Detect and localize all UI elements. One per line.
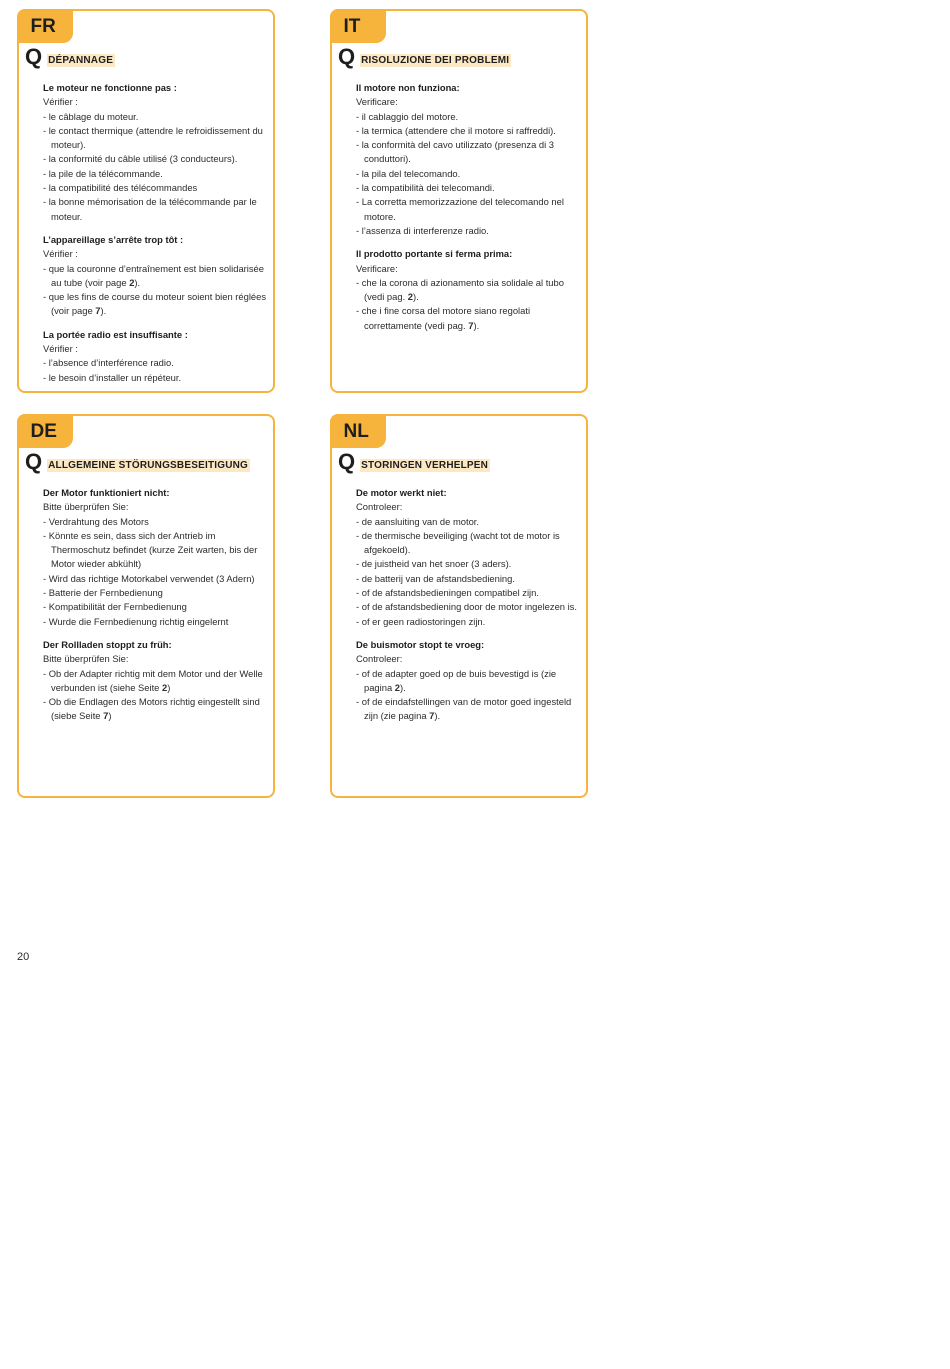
list-item: - la bonne mémorisation de la télécommande par le moteur. <box>43 196 257 222</box>
list-item <box>356 695 581 724</box>
item-text-end: ). <box>473 319 480 331</box>
list-item: - l’absence d’interférence radio. <box>43 357 174 369</box>
page-reference: 2 <box>394 681 400 693</box>
list-item: - le contact thermique (attendre le refroidissement du moteur). <box>43 124 263 151</box>
q-icon: Q <box>25 449 43 474</box>
list-item: - Wurde die Fernbedienung richtig eingelernt <box>43 615 229 627</box>
card-header <box>338 44 511 69</box>
list-item: - de thermische beveiliging (wacht tot de motor is afgekoeld). <box>356 529 560 556</box>
section-heading: Der Rollladen stoppt zu früh: <box>43 638 172 650</box>
list-item <box>356 667 581 696</box>
card-title: STORINGEN VERHELPEN <box>361 460 489 471</box>
card-title: RISOLUZIONE DEI PROBLEMI <box>361 55 510 66</box>
list-item <box>356 276 581 305</box>
item-text-end: ) <box>167 681 171 693</box>
list-item: - de batterij van de afstandsbediening. <box>356 572 515 584</box>
list-item: - la compatibilità dei telecomandi. <box>356 182 495 194</box>
item-text: - of de eindafstellingen van de motor goed ingesteld zijn (zie pagina <box>356 696 572 722</box>
section-intro: Vérifier : <box>43 248 78 260</box>
troubleshooting-section <box>43 638 268 724</box>
list-item: - la compatibilité des télécommandes <box>43 182 198 194</box>
troubleshooting-section <box>43 81 268 224</box>
card-header <box>338 449 490 474</box>
card-nl <box>330 414 588 798</box>
list-item: - of de afstandsbedieningen compatibel zijn. <box>356 587 539 599</box>
card-body <box>43 81 268 394</box>
list-item <box>356 304 581 333</box>
q-icon: Q <box>25 44 43 69</box>
troubleshooting-section <box>43 328 268 385</box>
list-item: - la pile de la télécommande. <box>43 167 163 179</box>
item-text-end: ). <box>413 291 419 303</box>
troubleshooting-section <box>356 247 581 333</box>
list-item: - la pila del telecomando. <box>356 167 461 179</box>
page-number: 20 <box>17 951 30 963</box>
item-text-end: ). <box>434 710 441 722</box>
list-item: - le besoin d’installer un répéteur. <box>43 371 182 383</box>
language-tab-fr: FR <box>17 9 73 43</box>
item-text: - che i fine corsa del motore siano regolati correttamente (vedi pag. <box>356 305 531 331</box>
list-item: - il cablaggio del motore. <box>356 110 459 122</box>
section-heading: De motor werkt niet: <box>356 487 447 498</box>
section-intro: Vérifier : <box>43 96 78 108</box>
troubleshooting-section <box>356 638 581 724</box>
item-text: - Ob die Endlagen des Motors richtig eingestellt sind (siebe Seite <box>43 696 260 722</box>
card-title: DÉPANNAGE <box>48 55 114 66</box>
language-tab-nl: NL <box>330 414 386 448</box>
page-reference: 2 <box>162 681 168 693</box>
card-de <box>17 414 275 798</box>
item-text: - que la couronne d’entraînement est bien solidarisée au tube (voir page <box>43 262 264 288</box>
language-tab-it: IT <box>330 9 386 43</box>
list-item: - de aansluiting van de motor. <box>356 515 479 527</box>
card-title: ALLGEMEINE STÖRUNGSBESEITIGUNG <box>48 460 249 471</box>
section-intro: Controleer: <box>356 653 403 665</box>
item-text-end: ). <box>134 276 141 288</box>
troubleshooting-section <box>356 81 581 238</box>
list-item <box>43 262 268 291</box>
item-text: - che la corona di azionamento sia solidale al tubo (vedi pag. <box>356 276 564 303</box>
troubleshooting-section <box>43 233 268 319</box>
language-tab-de: DE <box>17 414 73 448</box>
list-item: - Wird das richtige Motorkabel verwendet (3 Adern) <box>43 572 255 584</box>
page-reference: 2 <box>129 276 135 288</box>
troubleshooting-section <box>43 486 268 629</box>
section-intro: Controleer: <box>356 501 403 513</box>
card-header <box>25 44 115 69</box>
card-body <box>43 486 268 733</box>
section-intro: Bitte überprüfen Sie: <box>43 653 129 665</box>
page-reference: 7 <box>468 319 474 331</box>
item-text: - Ob der Adapter richtig mit dem Motor und der Welle verbunden ist (siehe Seite <box>43 667 263 693</box>
card-fr <box>17 9 275 393</box>
section-heading: La portée radio est insuffisante : <box>43 328 188 340</box>
item-text-end: ). <box>100 305 107 317</box>
item-text: - que les fins de course du moteur soient bien réglées (voir page <box>43 291 267 317</box>
list-item: - de juistheid van het snoer (3 aders). <box>356 558 512 570</box>
list-item: - le câblage du moteur. <box>43 110 139 122</box>
troubleshooting-section <box>356 486 581 629</box>
list-item: - Verdrahtung des Motors <box>43 515 149 527</box>
section-intro: Verificare: <box>356 262 398 274</box>
section-heading: Der Motor funktioniert nicht: <box>43 487 170 498</box>
section-intro: Verificare: <box>356 96 398 108</box>
section-intro: Vérifier : <box>43 343 78 355</box>
list-item: - Kompatibilität der Fernbedienung <box>43 601 187 613</box>
q-icon: Q <box>338 449 356 474</box>
item-text-end: ). <box>399 681 406 693</box>
section-heading: Il prodotto portante si ferma prima: <box>356 248 513 260</box>
item-text: - of de adapter goed op de buis bevestigd is (zie pagina <box>356 667 557 693</box>
item-text-end: ) <box>108 710 112 722</box>
list-item: - l’assenza di interferenze radio. <box>356 224 489 236</box>
card-header <box>25 449 250 474</box>
card-it <box>330 9 588 393</box>
page-reference: 7 <box>429 710 435 722</box>
list-item: - Könnte es sein, dass sich der Antrieb im Thermoschutz befindet (kurze Zeit warten, bis der Motor wieder abkühlt) <box>43 529 258 570</box>
section-heading: De buismotor stopt te vroeg: <box>356 638 485 650</box>
q-icon: Q <box>338 44 356 69</box>
list-item <box>43 290 268 319</box>
section-intro: Bitte überprüfen Sie: <box>43 501 129 513</box>
list-item <box>43 667 268 696</box>
page-reference: 7 <box>103 710 109 722</box>
list-item: - of er geen radiostoringen zijn. <box>356 615 486 627</box>
section-heading: Il motore non funziona: <box>356 82 460 93</box>
list-item: - la conformità del cavo utilizzato (presenza di 3 conduttori). <box>356 139 555 165</box>
list-item: - la conformité du câble utilisé (3 conducteurs). <box>43 153 238 165</box>
section-heading: Le moteur ne fonctionne pas : <box>43 82 177 93</box>
list-item: - of de afstandsbediening door de motor ingelezen is. <box>356 601 577 613</box>
list-item: - La corretta memorizzazione del telecomando nel motore. <box>356 196 564 222</box>
list-item: - la termica (attendere che il motore si raffreddi). <box>356 124 556 136</box>
page-reference: 7 <box>95 305 101 317</box>
list-item: - Batterie der Fernbedienung <box>43 587 163 599</box>
card-body <box>356 81 581 342</box>
card-body <box>356 486 581 733</box>
section-heading: L’appareillage s’arrête trop tôt : <box>43 233 184 245</box>
page-reference: 2 <box>407 291 413 303</box>
list-item <box>43 695 268 724</box>
